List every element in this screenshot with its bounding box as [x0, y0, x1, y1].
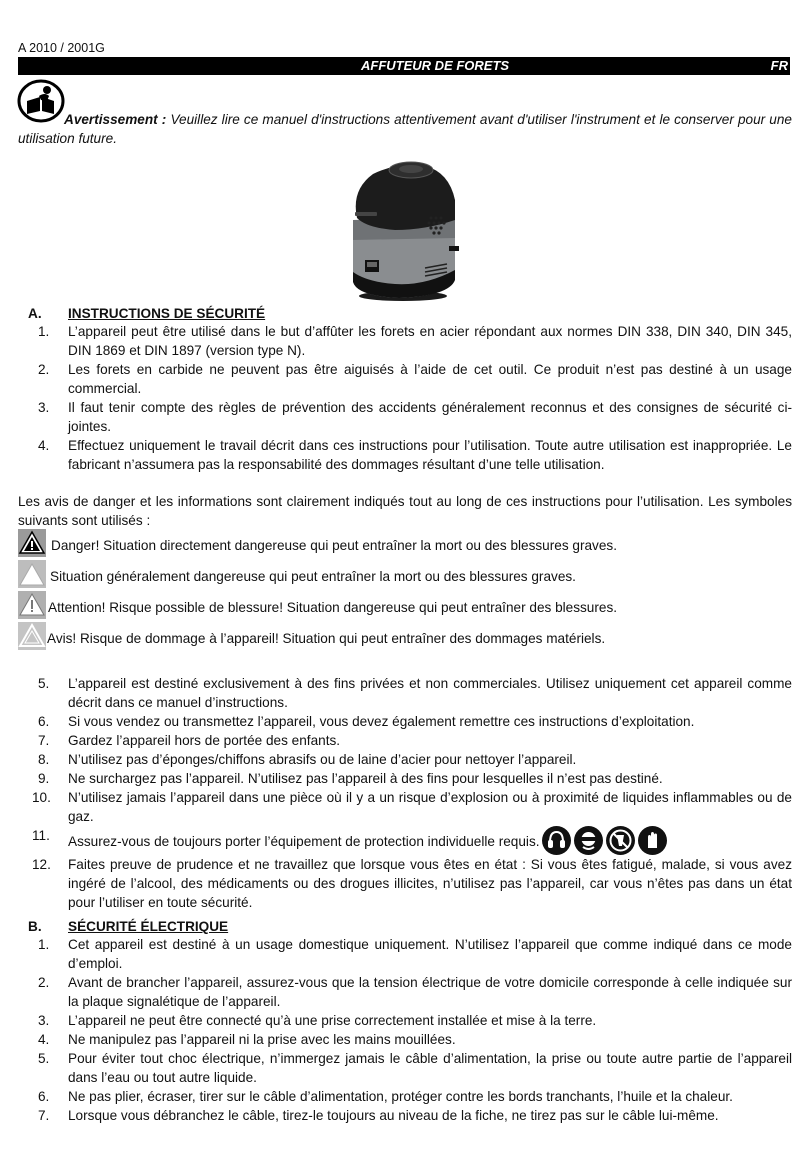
item-number: 3.	[38, 400, 50, 415]
list-item	[18, 973, 792, 1011]
list-item	[18, 322, 792, 360]
list-item	[18, 1087, 792, 1106]
more-items-list	[18, 674, 792, 912]
list-item	[18, 712, 792, 731]
item-number: 8.	[38, 752, 50, 767]
section-b-heading	[28, 917, 228, 936]
item-text: N’utilisez jamais l’appareil dans une pièce où il y a un risque d’explosion ou à proximité de liquides inflammables ou de gaz.	[68, 790, 792, 824]
item-text: Effectuez uniquement le travail décrit dans ces instructions pour l’utilisation. Toute autre utilisation est inappropriée. Le fabricant n’assumera pas la responsabilité des dommages résultant d’une telle utilisation.	[68, 438, 792, 472]
item-text: Pour éviter tout choc électrique, n’immergez jamais le câble d’alimentation, la prise ou toute autre partie de l’appareil dans l’eau ou tout autre liquide.	[68, 1051, 792, 1085]
list-item	[18, 731, 792, 750]
item-text: Ne surchargez pas l’appareil. N’utilisez pas l’appareil à des fins pour lesquelles il n’est pas destiné.	[68, 771, 663, 786]
section-a-title: INSTRUCTIONS DE SÉCURITÉ	[68, 306, 266, 321]
item-text: Il faut tenir compte des règles de prévention des accidents généralement reconnus et des consignes de sécurité ci-jointes.	[68, 400, 792, 434]
list-item	[18, 360, 792, 398]
item-number: 2.	[38, 362, 50, 377]
item-text: L’appareil peut être utilisé dans le but d’affûter les forets en acier répondant aux normes DIN 338, DIN 340, DIN 345, DIN 1869 et DIN 1897 (version type N).	[68, 324, 792, 358]
item-number: 7.	[38, 733, 50, 748]
document-title: AFFUTEUR DE FORETS	[361, 58, 510, 73]
item-text: Lorsque vous débranchez le câble, tirez-le toujours au niveau de la fiche, ne tirez pas sur le câble lui-même.	[68, 1108, 719, 1123]
list-item	[18, 935, 792, 973]
warning-paragraph	[18, 110, 792, 148]
list-item	[18, 750, 792, 769]
warning-label: Avertissement :	[64, 112, 167, 127]
item-number: 6.	[38, 714, 50, 729]
section-a-list	[18, 322, 792, 474]
list-item	[18, 1011, 792, 1030]
item-number: 4.	[38, 438, 50, 453]
item-text: Faites preuve de prudence et ne travaillez que lorsque vous êtes en état : Si vous êtes fatigué, malade, si vous avez ingéré de l’alcool, des médicaments ou des drogues illicites, n’utilisez pas l’appareil, car vous n’êtes pas dans un état pour l’utiliser en toute sécurité.	[68, 857, 792, 910]
item-number: 11.	[32, 828, 50, 843]
item-number: 5.	[38, 1051, 50, 1066]
danger-triangle-icon	[18, 529, 46, 557]
symbol-text: Attention! Risque possible de blessure! Situation dangereuse qui peut entraîner des blessures.	[48, 600, 618, 615]
item-text: Avant de brancher l’appareil, assurez-vous que la tension électrique de votre domicile corresponde à celle indiquée sur la plaque signalétique de l’appareil.	[68, 975, 792, 1009]
list-item	[18, 826, 792, 855]
section-b-letter: B.	[28, 919, 42, 934]
model-number: A 2010 / 2001G	[18, 41, 105, 55]
item-text: Gardez l’appareil hors de portée des enfants.	[68, 733, 341, 748]
eye-protection-icon	[574, 826, 603, 855]
item-text: L’appareil ne peut être connecté qu’à une prise correctement installée et mise à la terre.	[68, 1013, 597, 1028]
gloves-icon	[638, 826, 667, 855]
symbol-text: Situation généralement dangereuse qui peut entraîner la mort ou des blessures graves.	[50, 569, 576, 584]
drill-sharpener-image	[345, 160, 463, 302]
section-a-letter: A.	[28, 306, 42, 321]
item-number: 12.	[32, 857, 51, 872]
item-text: Ne manipulez pas l’appareil ni la prise avec les mains mouillées.	[68, 1032, 456, 1047]
item-number: 4.	[38, 1032, 50, 1047]
item-text: Les forets en carbide ne peuvent pas être aiguisés à l’aide de cet outil. Ce produit n’est pas destiné à un usage commercial.	[68, 362, 792, 396]
warning-text: Veuillez lire ce manuel d'instructions attentivement avant d'utiliser l'instrument et le conserver pour une utilisation future.	[18, 112, 792, 146]
section-b-title: SÉCURITÉ ÉLECTRIQUE	[68, 919, 229, 934]
language-code: FR	[770, 58, 788, 73]
notice-triangle-icon	[18, 622, 46, 650]
symbol-text: Danger! Situation directement dangereuse qui peut entraîner la mort ou des blessures graves.	[51, 538, 617, 553]
item-number: 2.	[38, 975, 50, 990]
item-text: Ne pas plier, écraser, tirer sur le câble d’alimentation, protéger contre les bords tranchants, l’huile et la chaleur.	[68, 1089, 733, 1104]
item-number: 9.	[38, 771, 50, 786]
list-item	[18, 855, 792, 912]
list-item	[18, 1049, 792, 1087]
item-number: 10.	[32, 790, 51, 805]
list-item	[18, 1106, 792, 1125]
item-number: 7.	[38, 1108, 50, 1123]
warning-triangle-icon	[18, 560, 46, 588]
section-b-list	[18, 935, 792, 1125]
no-loose-clothing-icon	[606, 826, 635, 855]
list-item	[18, 398, 792, 436]
ppe-icons	[542, 826, 667, 855]
item-text: Assurez-vous de toujours porter l’équipement de protection individuelle requis.	[68, 834, 540, 849]
item-number: 1.	[38, 937, 50, 952]
item-number: 1.	[38, 324, 50, 339]
list-item	[18, 769, 792, 788]
item-text: Cet appareil est destiné à un usage domestique uniquement. N’utilisez l’appareil que comme indiqué dans ce mode d’emploi.	[68, 937, 792, 971]
item-number: 6.	[38, 1089, 50, 1104]
item-text: Si vous vendez ou transmettez l’appareil, vous devez également remettre ces instructions d’exploitation.	[68, 714, 695, 729]
item-number: 3.	[38, 1013, 50, 1028]
notice-paragraph: Les avis de danger et les informations sont clairement indiqués tout au long de ces instructions pour l’utilisation. Les symboles suivants sont utilisés :	[18, 494, 792, 528]
list-item	[18, 788, 792, 826]
item-number: 5.	[38, 676, 50, 691]
title-bar	[18, 57, 790, 75]
list-item	[18, 436, 792, 474]
list-item	[18, 674, 792, 712]
caution-triangle-icon	[18, 591, 46, 619]
list-item	[18, 1030, 792, 1049]
section-a-heading	[28, 304, 265, 323]
symbol-text: Avis! Risque de dommage à l’appareil! Situation qui peut entraîner des dommages matériels.	[47, 631, 606, 646]
item-text: N’utilisez pas d’éponges/chiffons abrasifs ou de laine d’acier pour nettoyer l’appareil.	[68, 752, 577, 767]
ear-protection-icon	[542, 826, 571, 855]
item-text: L’appareil est destiné exclusivement à des fins privées et non commerciales. Utilisez uniquement cet appareil comme décrit dans ce manuel d’instructions.	[68, 676, 792, 710]
